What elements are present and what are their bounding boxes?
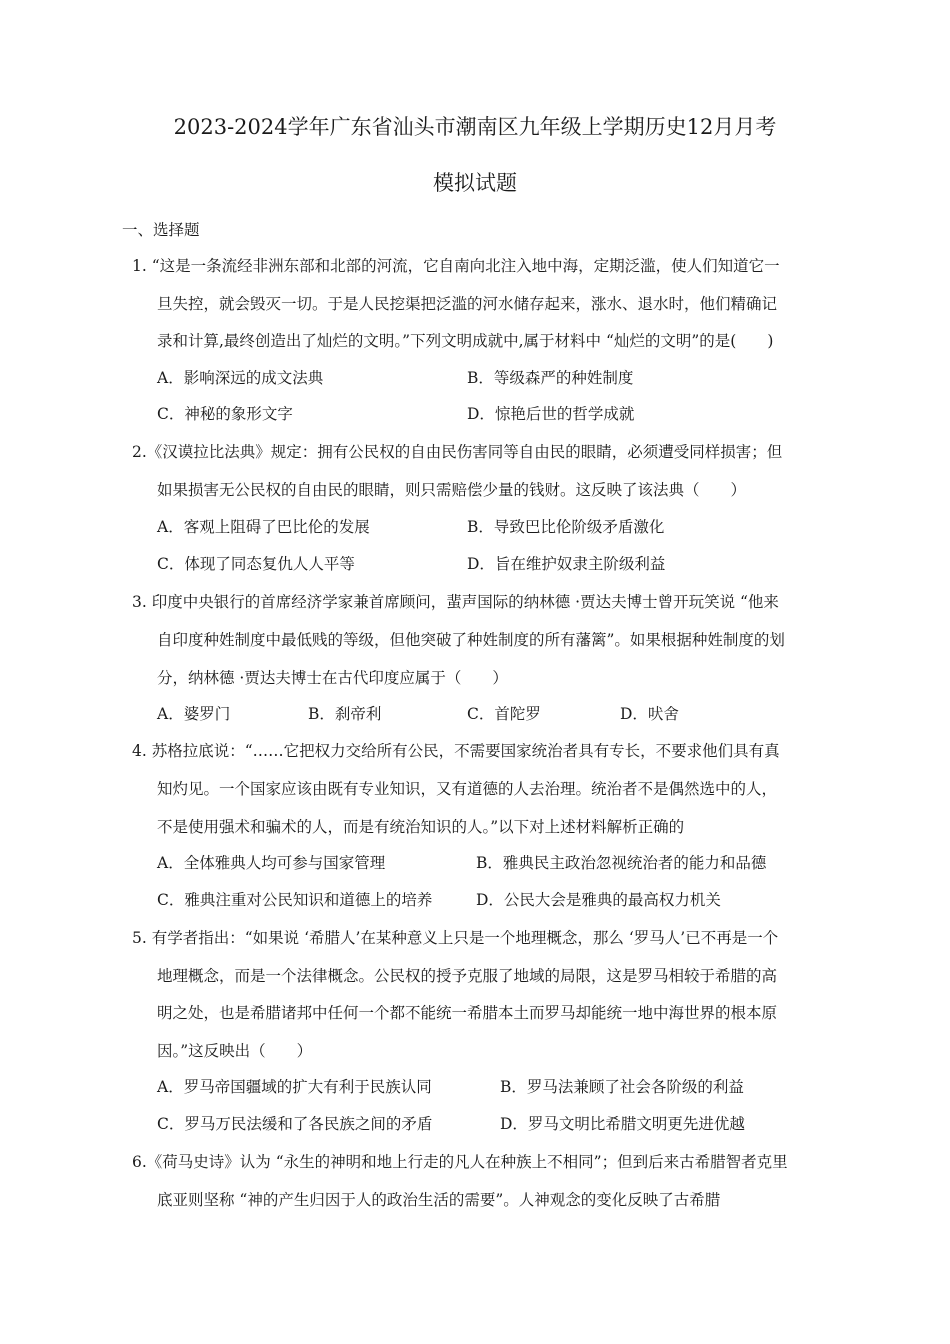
- document-title-line1: 2023-2024学年广东省汕头市潮南区九年级上学期历史12月月考: [173, 115, 777, 139]
- question-text-line: 旦失控，就会毁灭一切。于是人民挖渠把泛滥的河水储存起来，涨水、退水时，他们精确记: [157, 295, 778, 313]
- question-text-line: 如果损害无公民权的自由民的眼睛，则只需赔偿少量的钱财。这反映了该法典（ ）: [157, 481, 747, 499]
- question-text-line: 1. “这是一条流经非洲东部和北部的河流，它自南向北注入地中海，定期泛滥，使人们知道它一: [132, 257, 780, 275]
- option-c[interactable]: C．首陀罗: [467, 705, 541, 723]
- question-text-line: 底亚则坚称 “神的产生归因于人的政治生活的需要”。人神观念的变化反映了古希腊: [157, 1191, 721, 1209]
- option-c[interactable]: C．神秘的象形文字: [157, 405, 293, 423]
- document-title-line2: 模拟试题: [433, 171, 517, 195]
- option-d[interactable]: D．吠舍: [620, 705, 679, 723]
- question-text-line: 不是使用强术和骗术的人，而是有统治知识的人。”以下对上述材料解析正确的: [157, 818, 685, 836]
- option-c[interactable]: C．雅典注重对公民知识和道德上的培养: [157, 891, 433, 909]
- option-d[interactable]: D．旨在维护奴隶主阶级利益: [467, 555, 666, 573]
- option-a[interactable]: A．客观上阻碍了巴比伦的发展: [157, 518, 370, 536]
- question-text-line: 地理概念，而是一个法律概念。公民权的授予克服了地域的局限，这是罗马相较于希腊的高: [157, 967, 778, 985]
- option-b[interactable]: B．等级森严的种姓制度: [467, 369, 634, 387]
- question-text-line: 4. 苏格拉底说：“……它把权力交给所有公民，不需要国家统治者具有专长，不要求他们具有真: [132, 742, 780, 760]
- question-text-line: 分，纳林德 ·贾达夫博士在古代印度应属于（ ）: [157, 669, 508, 687]
- option-a[interactable]: A．罗马帝国疆域的扩大有利于民族认同: [157, 1078, 432, 1096]
- question-text-line: 录和计算,最终创造出了灿烂的文明。”下列文明成就中,属于材料中 “灿烂的文明”的是( ): [157, 332, 774, 350]
- question-text-line: 3. 印度中央银行的首席经济学家兼首席顾问，蜚声国际的纳林德 ·贾达夫博士曾开玩笑说 “他来: [132, 593, 779, 611]
- option-d[interactable]: D．惊艳后世的哲学成就: [467, 405, 635, 423]
- option-d[interactable]: D．公民大会是雅典的最高权力机关: [476, 891, 721, 909]
- question-text-line: 因。”这反映出（ ）: [157, 1042, 313, 1060]
- question-text-line: 明之处，也是希腊诸邦中任何一个都不能统一希腊本土而罗马却能统一地中海世界的根本原: [157, 1004, 778, 1022]
- option-c[interactable]: C．体现了同态复仇人人平等: [157, 555, 355, 573]
- question-text-line: 2.《汉谟拉比法典》规定：拥有公民权的自由民伤害同等自由民的眼睛，必须遭受同样损害；但: [132, 443, 783, 461]
- option-d[interactable]: D．罗马文明比希腊文明更先进优越: [500, 1115, 745, 1133]
- option-b[interactable]: B．导致巴比伦阶级矛盾激化: [467, 518, 665, 536]
- section-heading: 一、选择题: [122, 221, 200, 239]
- question-text-line: 5. 有学者指出：“如果说 ‘希腊人’在某种意义上只是一个地理概念，那么 ‘罗马人’已不再是一个: [132, 929, 779, 947]
- option-a[interactable]: A．影响深远的成文法典: [157, 369, 324, 387]
- question-text-line: 6.《荷马史诗》认为 “永生的神明和地上行走的凡人在种族上不相同”；但到后来古希腊智者克里: [132, 1153, 788, 1171]
- option-c[interactable]: C．罗马万民法缓和了各民族之间的矛盾: [157, 1115, 433, 1133]
- option-a[interactable]: A．婆罗门: [157, 705, 231, 723]
- question-text-line: 自印度种姓制度中最低贱的等级，但他突破了种姓制度的所有藩篱”。如果根据种姓制度的划: [157, 631, 785, 649]
- option-b[interactable]: B．罗马法兼顾了社会各阶级的利益: [500, 1078, 744, 1096]
- question-text-line: 知灼见。一个国家应该由既有专业知识，又有道德的人去治理。统治者不是偶然选中的人，: [157, 780, 778, 798]
- option-a[interactable]: A．全体雅典人均可参与国家管理: [157, 854, 386, 872]
- option-b[interactable]: B．雅典民主政治忽视统治者的能力和品德: [476, 854, 767, 872]
- option-b[interactable]: B．刹帝利: [308, 705, 382, 723]
